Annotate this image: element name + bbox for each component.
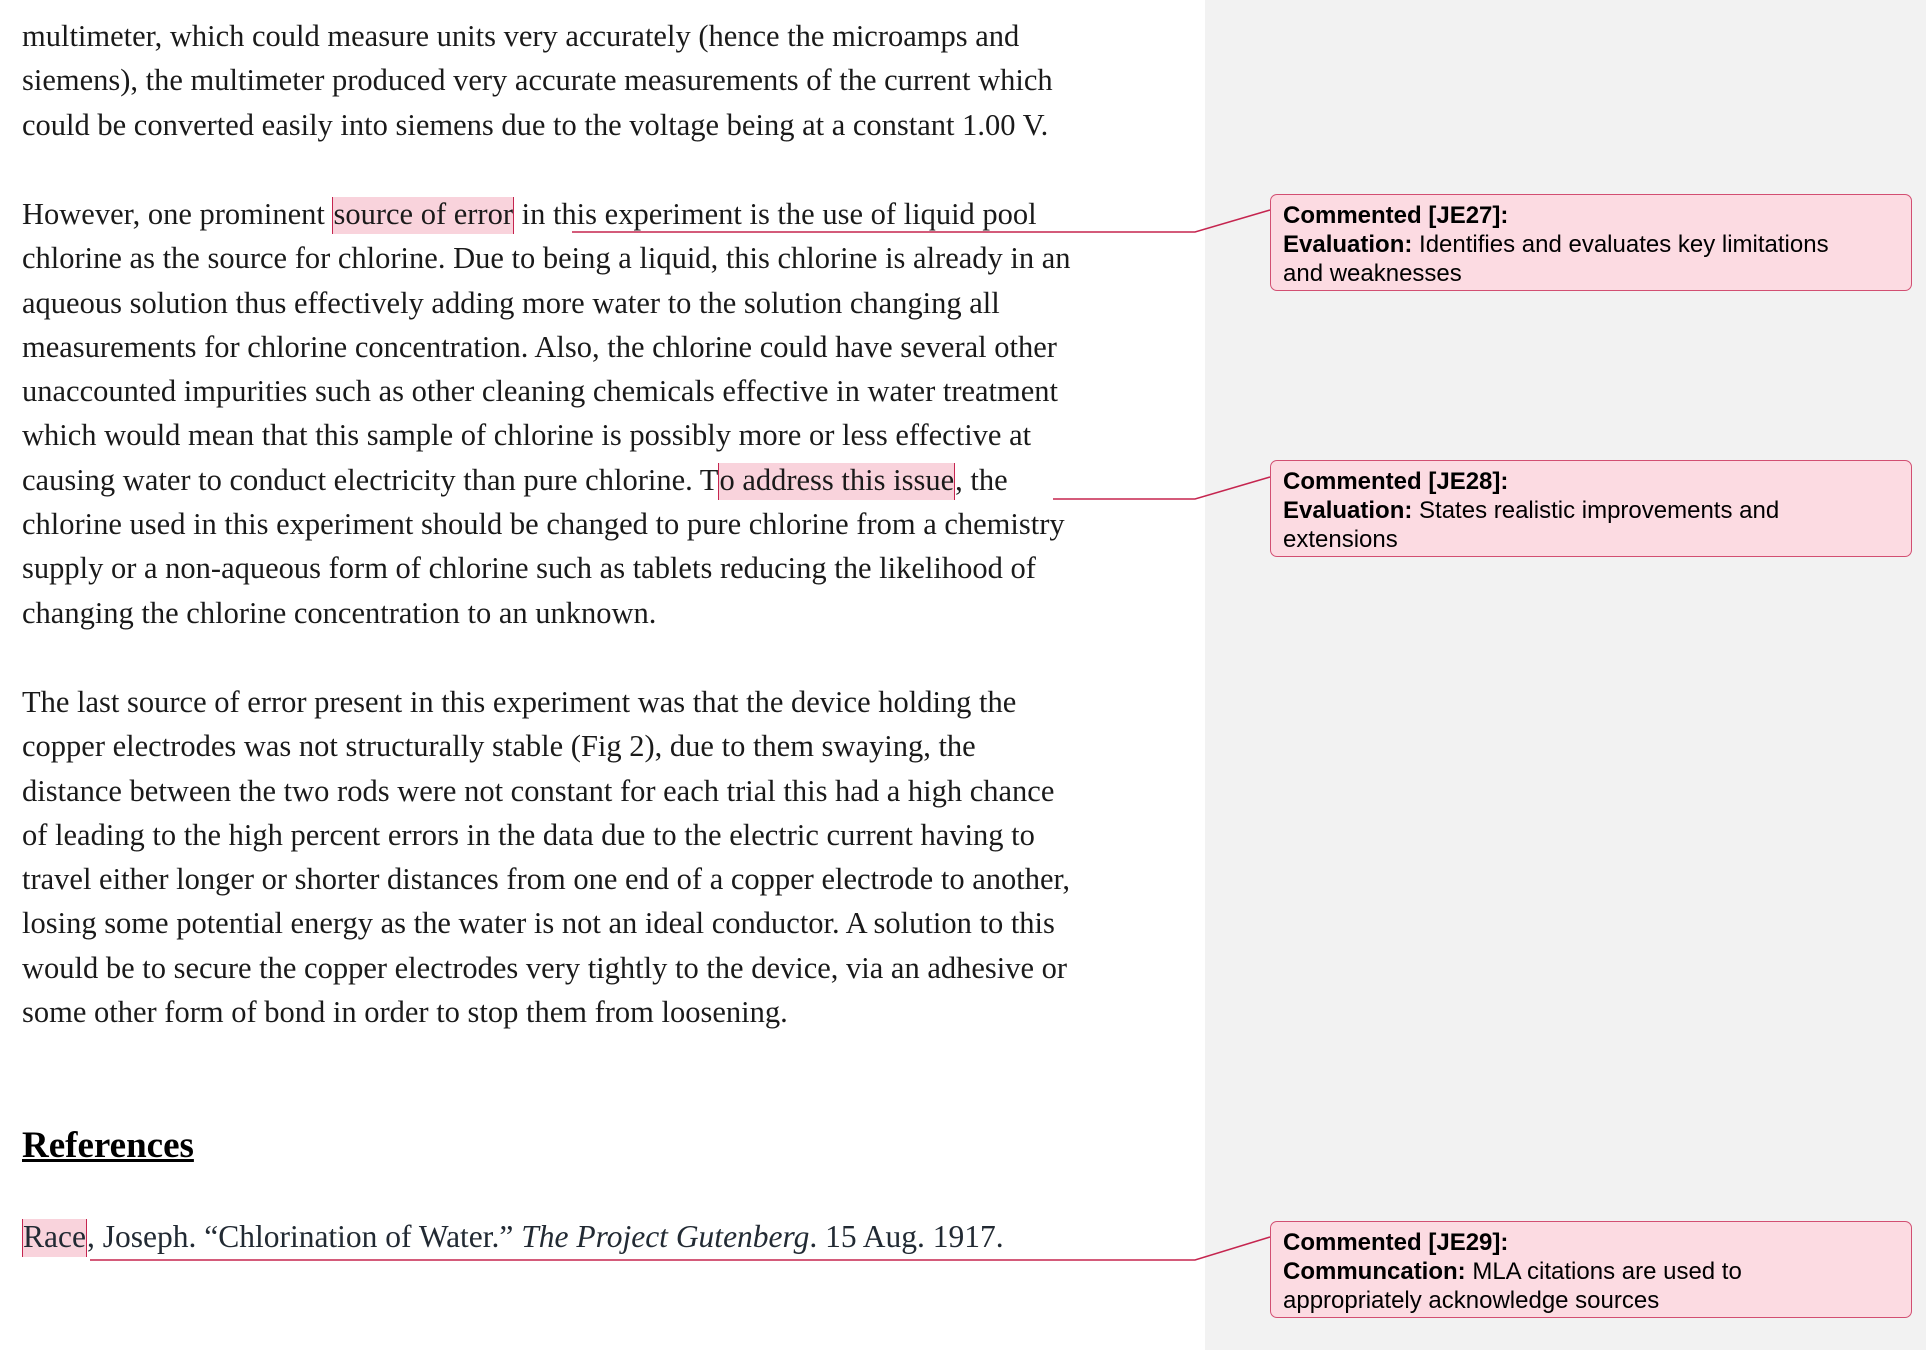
text-line: siemens), the multimeter produced very accurate measurements of the current which — [22, 63, 1053, 98]
text-line: unaccounted impurities such as other cleaning chemicals effective in water treatment — [22, 374, 1059, 409]
connector-line-je28 — [1053, 477, 1270, 499]
text-line: which would mean that this sample of chlorine is possibly more or less effective at — [22, 418, 1032, 453]
text-line: of leading to the high percent errors in the data due to the electric current having to — [22, 817, 1035, 852]
connector-line-je29 — [90, 1237, 1270, 1260]
comment-text: appropriately acknowledge sources — [1283, 1287, 1660, 1314]
comment-header: Commented [JE28]: — [1283, 468, 1509, 495]
text-line: , the — [955, 462, 1008, 497]
text-line: losing some potential energy as the water is not an ideal conductor. A solution to this — [22, 906, 1055, 941]
comment-balloon-je28[interactable] — [1270, 460, 1912, 557]
references-heading: References — [22, 1125, 194, 1166]
text-line: supply or a non-aqueous form of chlorine such as tablets reducing the likelihood of — [22, 551, 1036, 586]
comment-anchor-je27[interactable]: source of error — [332, 197, 514, 234]
text-line: chlorine used in this experiment should be changed to pure chlorine from a chemistry — [22, 507, 1065, 542]
comment-header: Commented [JE27]: — [1283, 202, 1509, 229]
text-line: some other form of bond in order to stop them from loosening. — [22, 995, 788, 1030]
comment-text: and weaknesses — [1283, 260, 1462, 287]
text-line: multimeter, which could measure units very accurately (hence the microamps and — [22, 19, 1020, 53]
comment-category: Evaluation: — [1283, 497, 1413, 524]
text-line: would be to secure the copper electrodes very tightly to the device, via an adhesive or — [22, 950, 1068, 985]
comment-text: MLA citations are used to — [1465, 1258, 1742, 1285]
text-line: The last source of error present in this experiment was that the device holding the — [22, 685, 1017, 719]
text-line: copper electrodes was not structurally stable (Fig 2), due to them swaying, the — [22, 729, 976, 764]
comment-anchor-je28[interactable]: o address this issue — [718, 463, 955, 500]
text-line: However, one prominent — [22, 197, 333, 231]
reference-text: , Joseph. “Chlorination of Water.” — [86, 1219, 522, 1254]
comment-balloon-je29[interactable] — [1270, 1221, 1912, 1318]
reference-source-title: The Project Gutenberg — [521, 1219, 810, 1254]
text-line: changing the chlorine concentration to an unknown. — [22, 595, 657, 630]
comment-text: States realistic improvements and — [1412, 497, 1780, 524]
comment-header: Commented [JE29]: — [1283, 1229, 1509, 1256]
comment-category: Evaluation: — [1283, 231, 1413, 258]
text-line: chlorine as the source for chlorine. Due to being a liquid, this chlorine is already in an — [22, 241, 1071, 276]
reference-text: . 15 Aug. 1917. — [809, 1219, 1004, 1254]
comment-text: extensions — [1283, 526, 1398, 553]
comment-anchor-je29[interactable]: Race — [22, 1219, 87, 1257]
connector-line-je27 — [572, 210, 1270, 232]
comment-category: Communcation: — [1283, 1258, 1466, 1285]
text-line: distance between the two rods were not constant for each trial this had a high chance — [22, 773, 1055, 808]
text-line: travel either longer or shorter distances from one end of a copper electrode to another, — [22, 862, 1071, 897]
text-line: in this experiment is the use of liquid pool — [513, 197, 1037, 231]
text-line: measurements for chlorine concentration. Also, the chlorine could have several other — [22, 329, 1057, 364]
comment-balloon-je27[interactable] — [1270, 194, 1912, 291]
text-line: aqueous solution thus effectively adding more water to the solution changing all — [22, 285, 1000, 320]
comment-text: Identifies and evaluates key limitations — [1412, 231, 1829, 258]
text-line: causing water to conduct electricity than pure chlorine. T — [22, 462, 719, 497]
text-line: could be converted easily into siemens due to the voltage being at a constant 1.00 V. — [22, 107, 1049, 142]
